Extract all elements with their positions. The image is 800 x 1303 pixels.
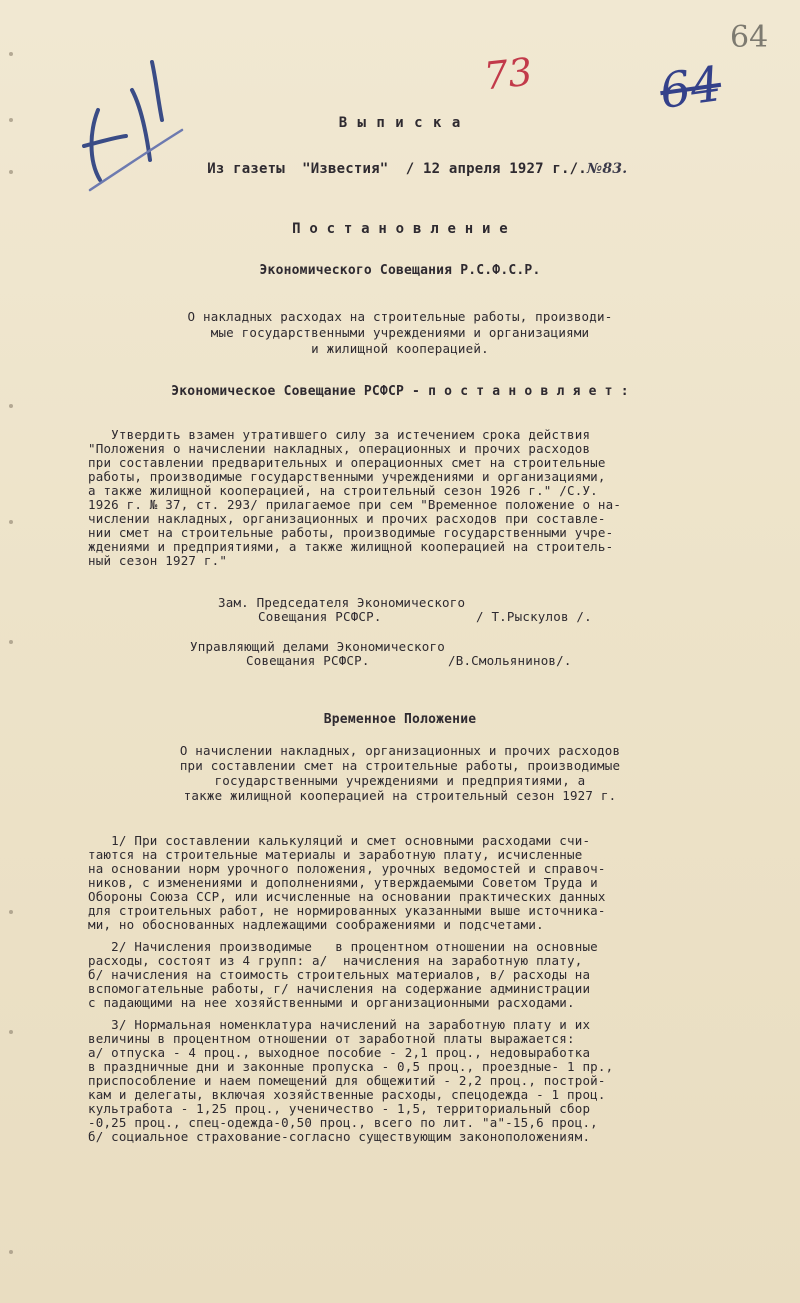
regulation-body-line: таются на строительные материалы и заработную плату, исчисленные [88, 847, 583, 862]
decree-body-line: "Положения о начислении накладных, операционных и прочих расходов [88, 441, 591, 456]
decree-body-line: 1926 г. № 37, ст. 293/ прилагаемое при сем "Временное положение о на- [88, 497, 622, 512]
decree-body-line: нии смет на строительные работы, производимые государственными учре- [88, 525, 614, 540]
decree-subject-line: О накладных расходах на строительные работы, производи- [187, 309, 613, 324]
decree-body-line: ждениями и предприятиями, а также жилищной кооперацией на строитель- [88, 539, 614, 554]
decree-subject-line: мые государственными учреждениями и организациями [210, 325, 590, 340]
regulation-body-line: культработа - 1,25 проц., ученичество - 1,5, территориальный сбор [88, 1101, 591, 1116]
regulation-body-line: на основании норм урочного положения, урочных ведомостей и справоч- [88, 861, 606, 876]
regulation-body-line: приспособление и наем помещений для общежитий - 2,2 проц., построй- [88, 1073, 606, 1088]
regulation-body-line: кам и делегаты, включая хозяйственные расходы, спецодежда - 1 проц. [88, 1087, 606, 1102]
regulation-subject-line: О начислении накладных, организационных и прочих расходов [179, 743, 621, 758]
signatory-name: / Т.Рыскулов /. [476, 609, 592, 624]
decree-body-line: при составлении предварительных и операционных смет на строительные [88, 455, 606, 470]
signatory-org: Совещания РСФСР. [258, 609, 382, 624]
newspaper-source [0, 148, 800, 190]
decree-body-line: работы, производимые государственными учреждениями и организациями, [88, 469, 606, 484]
signatory-title: Управляющий делами Экономического [190, 639, 445, 654]
regulation-body-line: ми, но обоснованных надлежащими соображениями и подсчетами. [88, 917, 544, 932]
regulation-subject-line: при составлении смет на строительные работы, производимые [179, 758, 621, 773]
document-title: В ы п и с к а [338, 115, 462, 131]
regulation-body-line: с падающими на нее хозяйственными и организационными расходами. [88, 995, 575, 1010]
red-folio-number: 73 [481, 49, 535, 99]
decree-body-line: числении накладных, организационных и прочих расходов при составле- [88, 511, 606, 526]
regulation-subject-line: государственными учреждениями и предприятиями, а [214, 773, 586, 788]
regulation-body-line: вспомогательные работы, г/ начисления на содержание администрации [88, 981, 591, 996]
blue-folio-number: 64 [656, 56, 725, 120]
regulation-body-line: ников, с изменениями и дополнениями, утверждаемыми Советом Труда и [88, 875, 598, 890]
decree-heading: П о с т а н о в л е н и е [292, 221, 508, 237]
signatory-org: Совещания РСФСР. [246, 653, 370, 668]
regulation-body-line: а/ отпуска - 4 проц., выходное пособие - 2,1 проц., недовыработка [88, 1045, 591, 1060]
regulation-body-line: б/ начисления на стоимость строительных материалов, в/ расходы на [88, 967, 591, 982]
decree-subject-line: и жилищной кооперацией. [311, 341, 489, 356]
regulation-subject-line: также жилищной кооперацией на строительный сезон 1927 г. [183, 788, 617, 803]
source-number: №83. [586, 161, 628, 177]
pencil-folio-number: 64 [730, 20, 769, 55]
regulation-heading: Временное Положение [323, 712, 477, 727]
regulation-body-line: -0,25 проц., спец-одежда-0,50 проц., всего по лит. "а"-15,6 проц., [88, 1115, 598, 1130]
regulation-body-line: величины в процентном отношении от заработной платы выражается: [88, 1031, 575, 1046]
source-text: Из газеты "Известия" / 12 апреля 1927 г./. [207, 161, 587, 177]
signatory-title: Зам. Председателя Экономического [218, 595, 466, 610]
regulation-body-line: в праздничные дни и законные пропуска - 0,5 проц., проездные- 1 пр., [88, 1059, 614, 1074]
regulation-body-line: Обороны Союза ССР, или исчисленные на основании практических данных [88, 889, 606, 904]
decree-resolves: Экономическое Совещание РСФСР - п о с т а н о в л я е т : [171, 384, 629, 399]
decree-body-line: ный сезон 1927 г." [88, 553, 228, 568]
decree-body-line: Утвердить взамен утратившего силу за истечением срока действия [88, 427, 591, 442]
regulation-body-line: 3/ Нормальная номенклатура начислений на заработную плату и их [88, 1017, 591, 1032]
regulation-body-line: 2/ Начисления производимые в процентном отношении на основные [88, 939, 598, 954]
regulation-body-line: для строительных работ, не нормированных указанными выше источника- [88, 903, 606, 918]
regulation-body-line: 1/ При составлении калькуляций и смет основными расходами счи- [88, 833, 591, 848]
regulation-body-line: б/ социальное страхование-согласно существующим законоположениям. [88, 1129, 591, 1144]
decree-body-line: а также жилищной кооперацией, на строительный сезон 1926 г." /С.У. [88, 483, 598, 498]
decree-issuer: Экономического Совещания Р.С.Ф.С.Р. [259, 263, 541, 278]
regulation-body-line: расходы, состоят из 4 групп: а/ начисления на заработную плату, [88, 953, 583, 968]
signatory-name: /В.Смольянинов/. [448, 653, 572, 668]
